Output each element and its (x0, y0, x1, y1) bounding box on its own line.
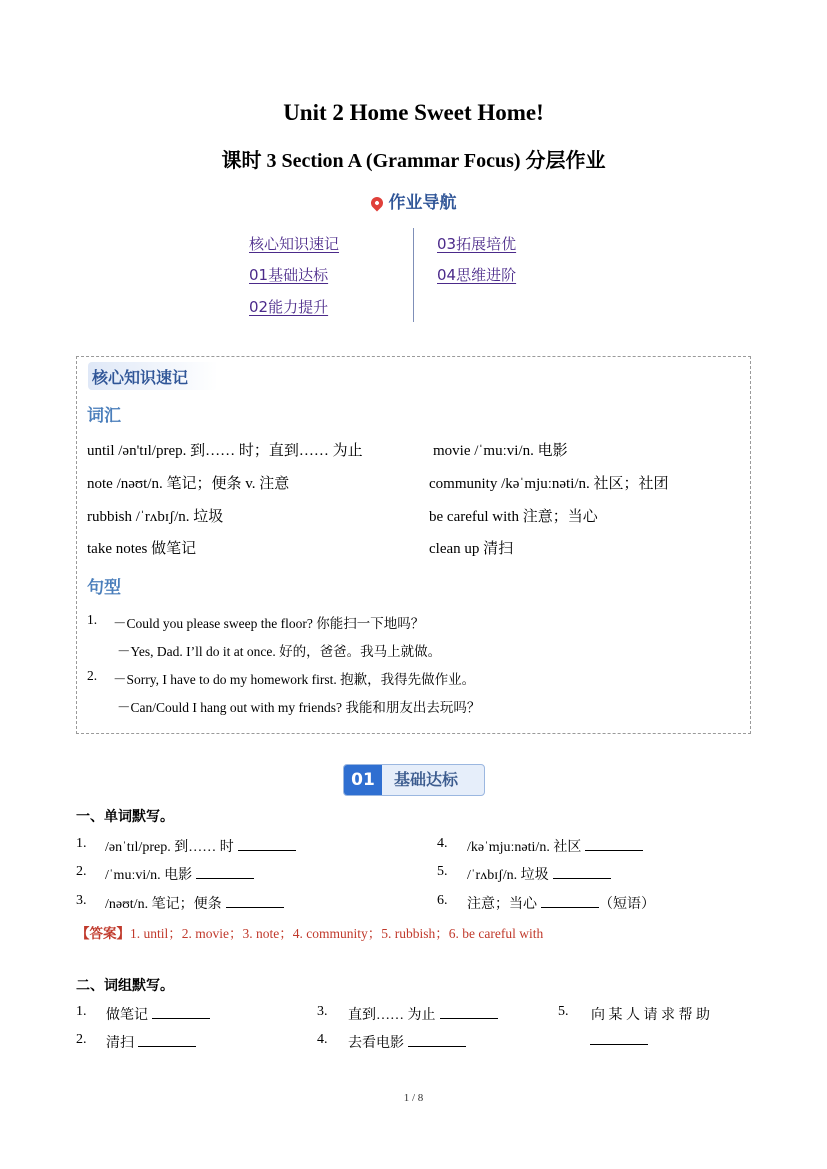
nav-link-03[interactable]: 03拓展培优 (437, 235, 517, 253)
section-label: 基础达标 (394, 770, 459, 789)
question-item (348, 1004, 498, 1024)
question-number: 3. (317, 1004, 328, 1019)
answer-blank[interactable] (238, 838, 296, 851)
question-text: /kəˈmjuːnəti/n. 社区 (467, 840, 582, 855)
nav-link-01[interactable]: 01基础达标 (249, 266, 329, 284)
vocab-item: clean up 清扫 (429, 541, 514, 557)
answer-blank[interactable] (440, 1006, 498, 1019)
question-item (105, 893, 284, 913)
sentence-number: 1. (87, 612, 98, 627)
answer-blank[interactable] (541, 895, 599, 908)
question-text: 做笔记 (106, 1008, 148, 1023)
core-knowledge-box (76, 356, 751, 734)
question-item (467, 893, 655, 913)
nav-divider (413, 228, 414, 322)
question-item (106, 1004, 210, 1024)
part2-heading: 二、词组默写。 (76, 978, 174, 994)
question-number: 6. (437, 893, 448, 908)
question-number: 1. (76, 1004, 87, 1019)
vocab-item: rubbish /ˈrʌbɪʃ/n. 垃圾 (87, 509, 224, 525)
location-pin-icon (368, 195, 385, 212)
vocab-item: be careful with 注意；当心 (429, 509, 598, 525)
vocab-heading: 词汇 (87, 406, 121, 426)
answer-blank[interactable] (553, 866, 611, 879)
nav-link-02[interactable]: 02能力提升 (249, 298, 329, 316)
vocab-item: until /ən'tɪl/prep. 到…… 时；直到…… 为止 (87, 443, 363, 459)
question-item (467, 836, 643, 856)
section-number: 01 (344, 765, 382, 795)
question-number: 5. (437, 864, 448, 879)
question-text: /ˈmuːvi/n. 电影 (105, 868, 193, 883)
core-knowledge-tag-label: 核心知识速记 (92, 368, 189, 387)
question-text: 注意；当心 (467, 897, 537, 912)
question-number: 4. (437, 836, 448, 851)
answer-blank[interactable] (590, 1032, 648, 1045)
question-number: 2. (76, 864, 87, 879)
answer-blank[interactable] (138, 1034, 196, 1047)
sentence-line: －Can/Could I hang out with my friends? 我能和朋友出去玩吗？ (117, 700, 481, 715)
question-text: /ənˈtɪl/prep. 到…… 时 (105, 840, 234, 855)
vocab-item: note /nəʊt/n. 笔记；便条 v. 注意 (87, 476, 290, 492)
question-text: /nəʊt/n. 笔记；便条 (105, 897, 222, 912)
page-title: Unit 2 Home Sweet Home! (283, 100, 544, 125)
question-number: 4. (317, 1032, 328, 1047)
part1-heading: 一、单词默写。 (76, 809, 174, 825)
sentence-number: 2. (87, 668, 98, 683)
question-text: 清扫 (106, 1036, 134, 1051)
answer-blank[interactable] (585, 838, 643, 851)
answer-text: 1. until；2. movie；3. note；4. community；5. rubbish；6. be careful with (130, 926, 544, 941)
answer-line (76, 922, 543, 942)
question-item (105, 864, 254, 884)
question-item (467, 864, 611, 884)
vocab-item: take notes 做笔记 (87, 541, 197, 557)
nav-link-04[interactable]: 04思维进阶 (437, 266, 517, 284)
sentence-line: －Yes, Dad. I’ll do it at once. 好的，爸爸。我马上就做。 (117, 644, 442, 659)
question-number: 1. (76, 836, 87, 851)
answer-blank[interactable] (226, 895, 284, 908)
question-item (106, 1032, 196, 1052)
question-item (586, 1032, 648, 1050)
answer-blank[interactable] (408, 1034, 466, 1047)
sentence-heading: 句型 (87, 578, 121, 598)
question-number: 3. (76, 893, 87, 908)
question-suffix: （短语） (599, 897, 655, 912)
page-number: 1 / 8 (403, 1092, 424, 1104)
question-text: 向 某 人 请 求 帮 助 (591, 1008, 710, 1023)
sentence-line: －Sorry, I have to do my homework first. 抱歉，我得先做作业。 (113, 672, 476, 687)
nav-heading-label: 作业导航 (388, 193, 457, 213)
sentence-line: －Could you please sweep the floor? 你能扫一下地吗？ (113, 616, 425, 631)
question-item (348, 1032, 466, 1052)
answer-blank[interactable] (152, 1006, 210, 1019)
answer-blank[interactable] (196, 866, 254, 879)
page-subtitle: 课时 3 Section A (Grammar Focus) 分层作业 (221, 150, 606, 172)
question-text: /ˈrʌbɪʃ/n. 垃圾 (467, 868, 549, 883)
core-knowledge-tag (88, 362, 218, 390)
nav-link-core[interactable]: 核心知识速记 (249, 235, 340, 253)
question-item (105, 836, 296, 856)
answer-label: 【答案】 (76, 926, 130, 942)
vocab-item: community /kəˈmjuːnəti/n. 社区；社团 (429, 476, 669, 492)
section-banner-01 (343, 764, 485, 796)
question-number: 2. (76, 1032, 87, 1047)
nav-heading (0, 188, 827, 213)
vocab-item: movie /ˈmuːvi/n. 电影 (433, 443, 568, 459)
question-number: 5. (558, 1004, 569, 1019)
question-text: 直到…… 为止 (348, 1008, 436, 1023)
question-text: 去看电影 (348, 1036, 404, 1051)
